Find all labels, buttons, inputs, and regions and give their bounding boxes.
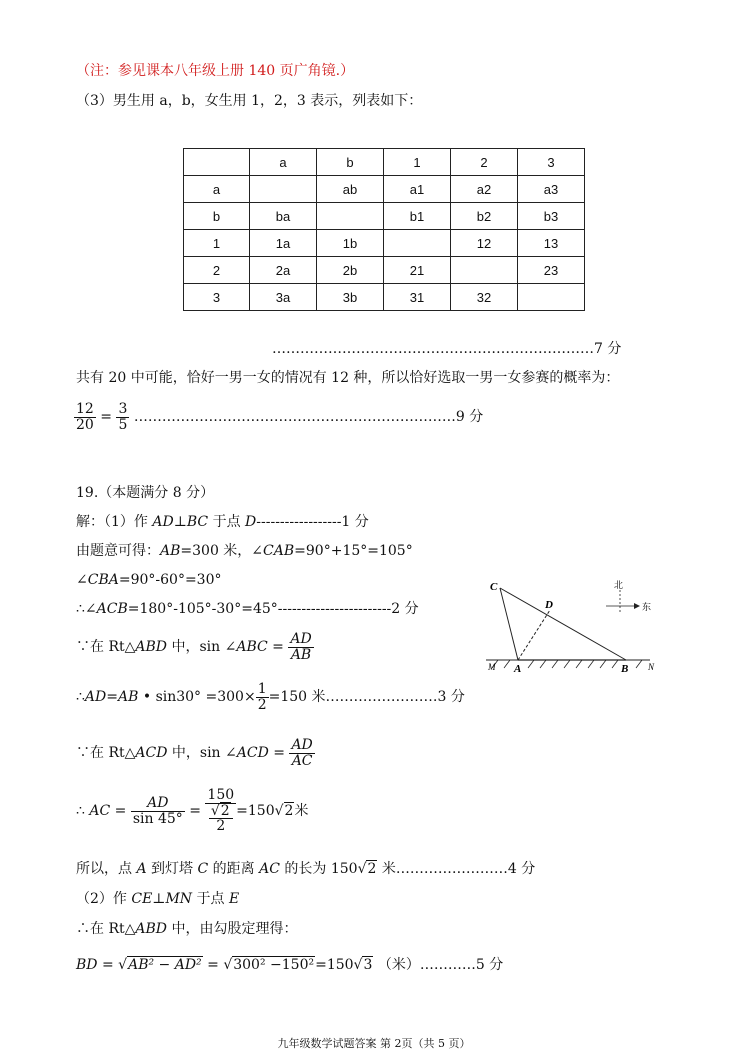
segment-cb [500, 588, 626, 660]
var: BC [186, 514, 209, 530]
label-n: N [648, 662, 655, 672]
q19-line10 [76, 892, 239, 906]
table-cell: b [317, 149, 384, 176]
text: • sin30° =300× [138, 689, 256, 706]
text: 由题意可得： [76, 543, 160, 559]
table-cell [317, 203, 384, 230]
text: =90°+15°=105° [294, 543, 413, 559]
label-north: 北 [614, 581, 624, 591]
label-m: M [488, 662, 496, 672]
table-cell: 1 [384, 149, 451, 176]
table-cell [250, 176, 317, 203]
numerator: AD [291, 737, 313, 753]
prob-result-denominator: 5 [118, 416, 128, 433]
var: CAB [263, 543, 295, 559]
score-5: （米）…………5 分 [373, 957, 504, 973]
table-cell: 12 [451, 230, 518, 257]
geometry-figure [478, 572, 668, 676]
score-7: ……………………………………………………………7 分 [272, 341, 622, 357]
part3-conclusion: 共有 20 中可能，恰好一男一女的情况有 12 种，所以恰好选取一男一女参赛的概率为： [76, 370, 620, 386]
label-b: B [621, 663, 629, 675]
text: ∠ [76, 572, 88, 588]
text: ∵在 Rt△ [76, 639, 136, 656]
outcome-table [183, 148, 585, 311]
prob-denominator: 20 [76, 416, 94, 433]
table-cell: a2 [451, 176, 518, 203]
label-a: A [514, 663, 522, 675]
q19-line1 [76, 515, 369, 529]
text: ∴ [76, 803, 90, 820]
table-row [184, 230, 585, 257]
score-4: 米……………………4 分 [377, 861, 536, 877]
radicand: 2 [284, 803, 294, 820]
var: A [136, 861, 147, 877]
sin-abc-fraction [288, 632, 313, 662]
table-cell: 1b [317, 230, 384, 257]
score-9: ……………………………………………………………9 分 [133, 409, 484, 426]
table-cell [384, 230, 451, 257]
part3-intro: （3）男生用 a，b，女生用 1，2，3 表示，列表如下： [76, 93, 423, 109]
q19-line7 [76, 738, 315, 768]
var: ABD [135, 921, 168, 937]
text: 中， [167, 745, 200, 762]
text: = [184, 803, 206, 820]
table-cell: 3 [184, 284, 250, 311]
denominator: sin 45° [132, 810, 183, 827]
sqrt2-over-2 [209, 804, 233, 834]
score-1: ------------------1 分 [256, 514, 369, 530]
prob-equals: = [100, 409, 113, 426]
table-cell: ab [317, 176, 384, 203]
q19-line11 [76, 922, 297, 936]
table-row [184, 149, 585, 176]
sqrt: √2 [274, 803, 294, 820]
text: ⊥ [173, 514, 187, 530]
table-cell: 2 [451, 149, 518, 176]
var: AB [118, 689, 139, 706]
table-cell: b1 [384, 203, 451, 230]
radicand: AB² − AD² [128, 957, 202, 973]
table-cell: a [250, 149, 317, 176]
var: AD [152, 514, 174, 530]
table-row [184, 203, 585, 230]
table-cell: b2 [451, 203, 518, 230]
label-d: D [545, 599, 553, 611]
numerator: AD [131, 796, 185, 812]
denominator: 2 [257, 696, 267, 713]
table-cell: 1 [184, 230, 250, 257]
text: ∴ [76, 689, 85, 706]
text: 所以，点 [76, 861, 137, 877]
radicand: 2 [220, 802, 230, 819]
numerator: 1 [257, 681, 267, 697]
table-cell: a1 [384, 176, 451, 203]
numerator: 150 [207, 787, 235, 803]
table-row [184, 257, 585, 284]
text: = [268, 745, 290, 762]
table-cell: ba [250, 203, 317, 230]
table-cell: 2b [317, 257, 384, 284]
text: 中， [167, 639, 200, 656]
note-text: （注：参见课本八年级上册 140 页广角镜.） [76, 63, 355, 79]
table-cell: 3 [518, 149, 585, 176]
table-row [184, 176, 585, 203]
text: sin ∠ [199, 639, 237, 656]
table-cell: 23 [518, 257, 585, 284]
text: =300 米，∠ [180, 543, 264, 559]
text: ⊥ [152, 891, 166, 907]
denominator: AC [291, 752, 313, 769]
score-2: =180°-105°-30°=45°------------------------2 分 [127, 601, 419, 617]
east-arrow-icon [634, 603, 640, 609]
var: CBA [87, 572, 119, 588]
q19-line5 [76, 632, 314, 662]
table-cell: 2 [184, 257, 250, 284]
text: 的长为 150 [279, 861, 358, 877]
text: 到灯塔 [146, 861, 198, 877]
radicand: 3 [363, 957, 373, 973]
denominator-compound [205, 804, 236, 834]
segment-ca [500, 588, 518, 660]
table-cell [518, 284, 585, 311]
var: AD [84, 689, 107, 706]
var: MN [165, 891, 193, 907]
q19-line9 [76, 862, 535, 876]
var: ACB [96, 601, 128, 617]
table-cell [184, 149, 250, 176]
probability-fraction [74, 402, 96, 432]
table-cell: b3 [518, 203, 585, 230]
var: ACD [236, 745, 269, 762]
text: =150 [315, 957, 354, 973]
table-cell: b [184, 203, 250, 230]
numerator: AD [290, 631, 312, 647]
label-c: C [490, 581, 498, 593]
ac-fraction [131, 796, 185, 826]
table-cell: 1a [250, 230, 317, 257]
var: ABD [135, 639, 168, 656]
table-cell: 21 [384, 257, 451, 284]
q19-title: 19.（本题满分 8 分） [76, 485, 215, 501]
text: = [267, 639, 289, 656]
text: sin ∠ [199, 745, 237, 762]
var: CE [131, 891, 153, 907]
var: AB [160, 543, 181, 559]
table-cell: 3a [250, 284, 317, 311]
q19-line12 [76, 958, 503, 972]
page-footer: 九年级数学试题答案 第 2页（共 5 页） [277, 1037, 471, 1050]
text: 的距离 [208, 861, 260, 877]
denominator: AB [290, 646, 312, 663]
table-cell: 13 [518, 230, 585, 257]
text: 米 [294, 803, 309, 820]
var: ABC [236, 639, 268, 656]
text: ∴∠ [76, 601, 97, 617]
text: 于点 [192, 891, 229, 907]
q19-line2 [76, 544, 413, 558]
sqrt2: √2 [209, 804, 233, 820]
var: AC [259, 861, 280, 877]
table-cell: a [184, 176, 250, 203]
q19-line8 [76, 788, 308, 834]
text: ∵在 Rt△ [76, 745, 136, 762]
prob-numerator: 12 [76, 401, 94, 417]
text: 中，由勾股定理得： [167, 921, 298, 937]
var: C [197, 861, 209, 877]
q19-line6 [76, 682, 465, 712]
text: = [110, 803, 131, 820]
table-cell [451, 257, 518, 284]
text: = [202, 957, 224, 973]
var: AC [89, 803, 111, 820]
text: = [97, 957, 119, 973]
segment-ad [518, 610, 550, 660]
table-cell: 31 [384, 284, 451, 311]
denominator: 2 [216, 818, 226, 835]
sqrt: √3 [353, 957, 373, 973]
sqrt: √300² −150² [223, 957, 315, 973]
probability-expression [74, 402, 483, 432]
prob-result-numerator: 3 [118, 401, 128, 417]
text: =90°-60°=30° [118, 572, 222, 588]
table-row [184, 284, 585, 311]
half-fraction [256, 682, 269, 712]
probability-result-fraction [116, 402, 129, 432]
score-3: =150 米……………………3 分 [268, 689, 465, 706]
text: 解：（1）作 [76, 514, 153, 530]
radicand: 2 [367, 861, 377, 877]
text: （2）作 [76, 891, 132, 907]
table-cell: 32 [451, 284, 518, 311]
q19-line4 [76, 602, 419, 616]
text: =150 [236, 803, 275, 820]
sin-acd-fraction [289, 738, 314, 768]
radicand: 300² −150² [233, 957, 315, 973]
text: 于点 [208, 514, 246, 530]
label-east: 东 [642, 603, 652, 613]
table-cell: a3 [518, 176, 585, 203]
var: BD [76, 957, 98, 973]
var: ACD [135, 745, 168, 762]
text: = [106, 689, 118, 706]
text: ∴在 Rt△ [76, 921, 136, 937]
sqrt: √AB² − AD² [118, 957, 202, 973]
sqrt: √2 [357, 861, 377, 877]
compound-fraction [205, 788, 236, 834]
table-cell: 2a [250, 257, 317, 284]
var: D [245, 514, 257, 530]
table-cell: 3b [317, 284, 384, 311]
var: E [228, 891, 240, 907]
q19-line3 [76, 573, 222, 587]
